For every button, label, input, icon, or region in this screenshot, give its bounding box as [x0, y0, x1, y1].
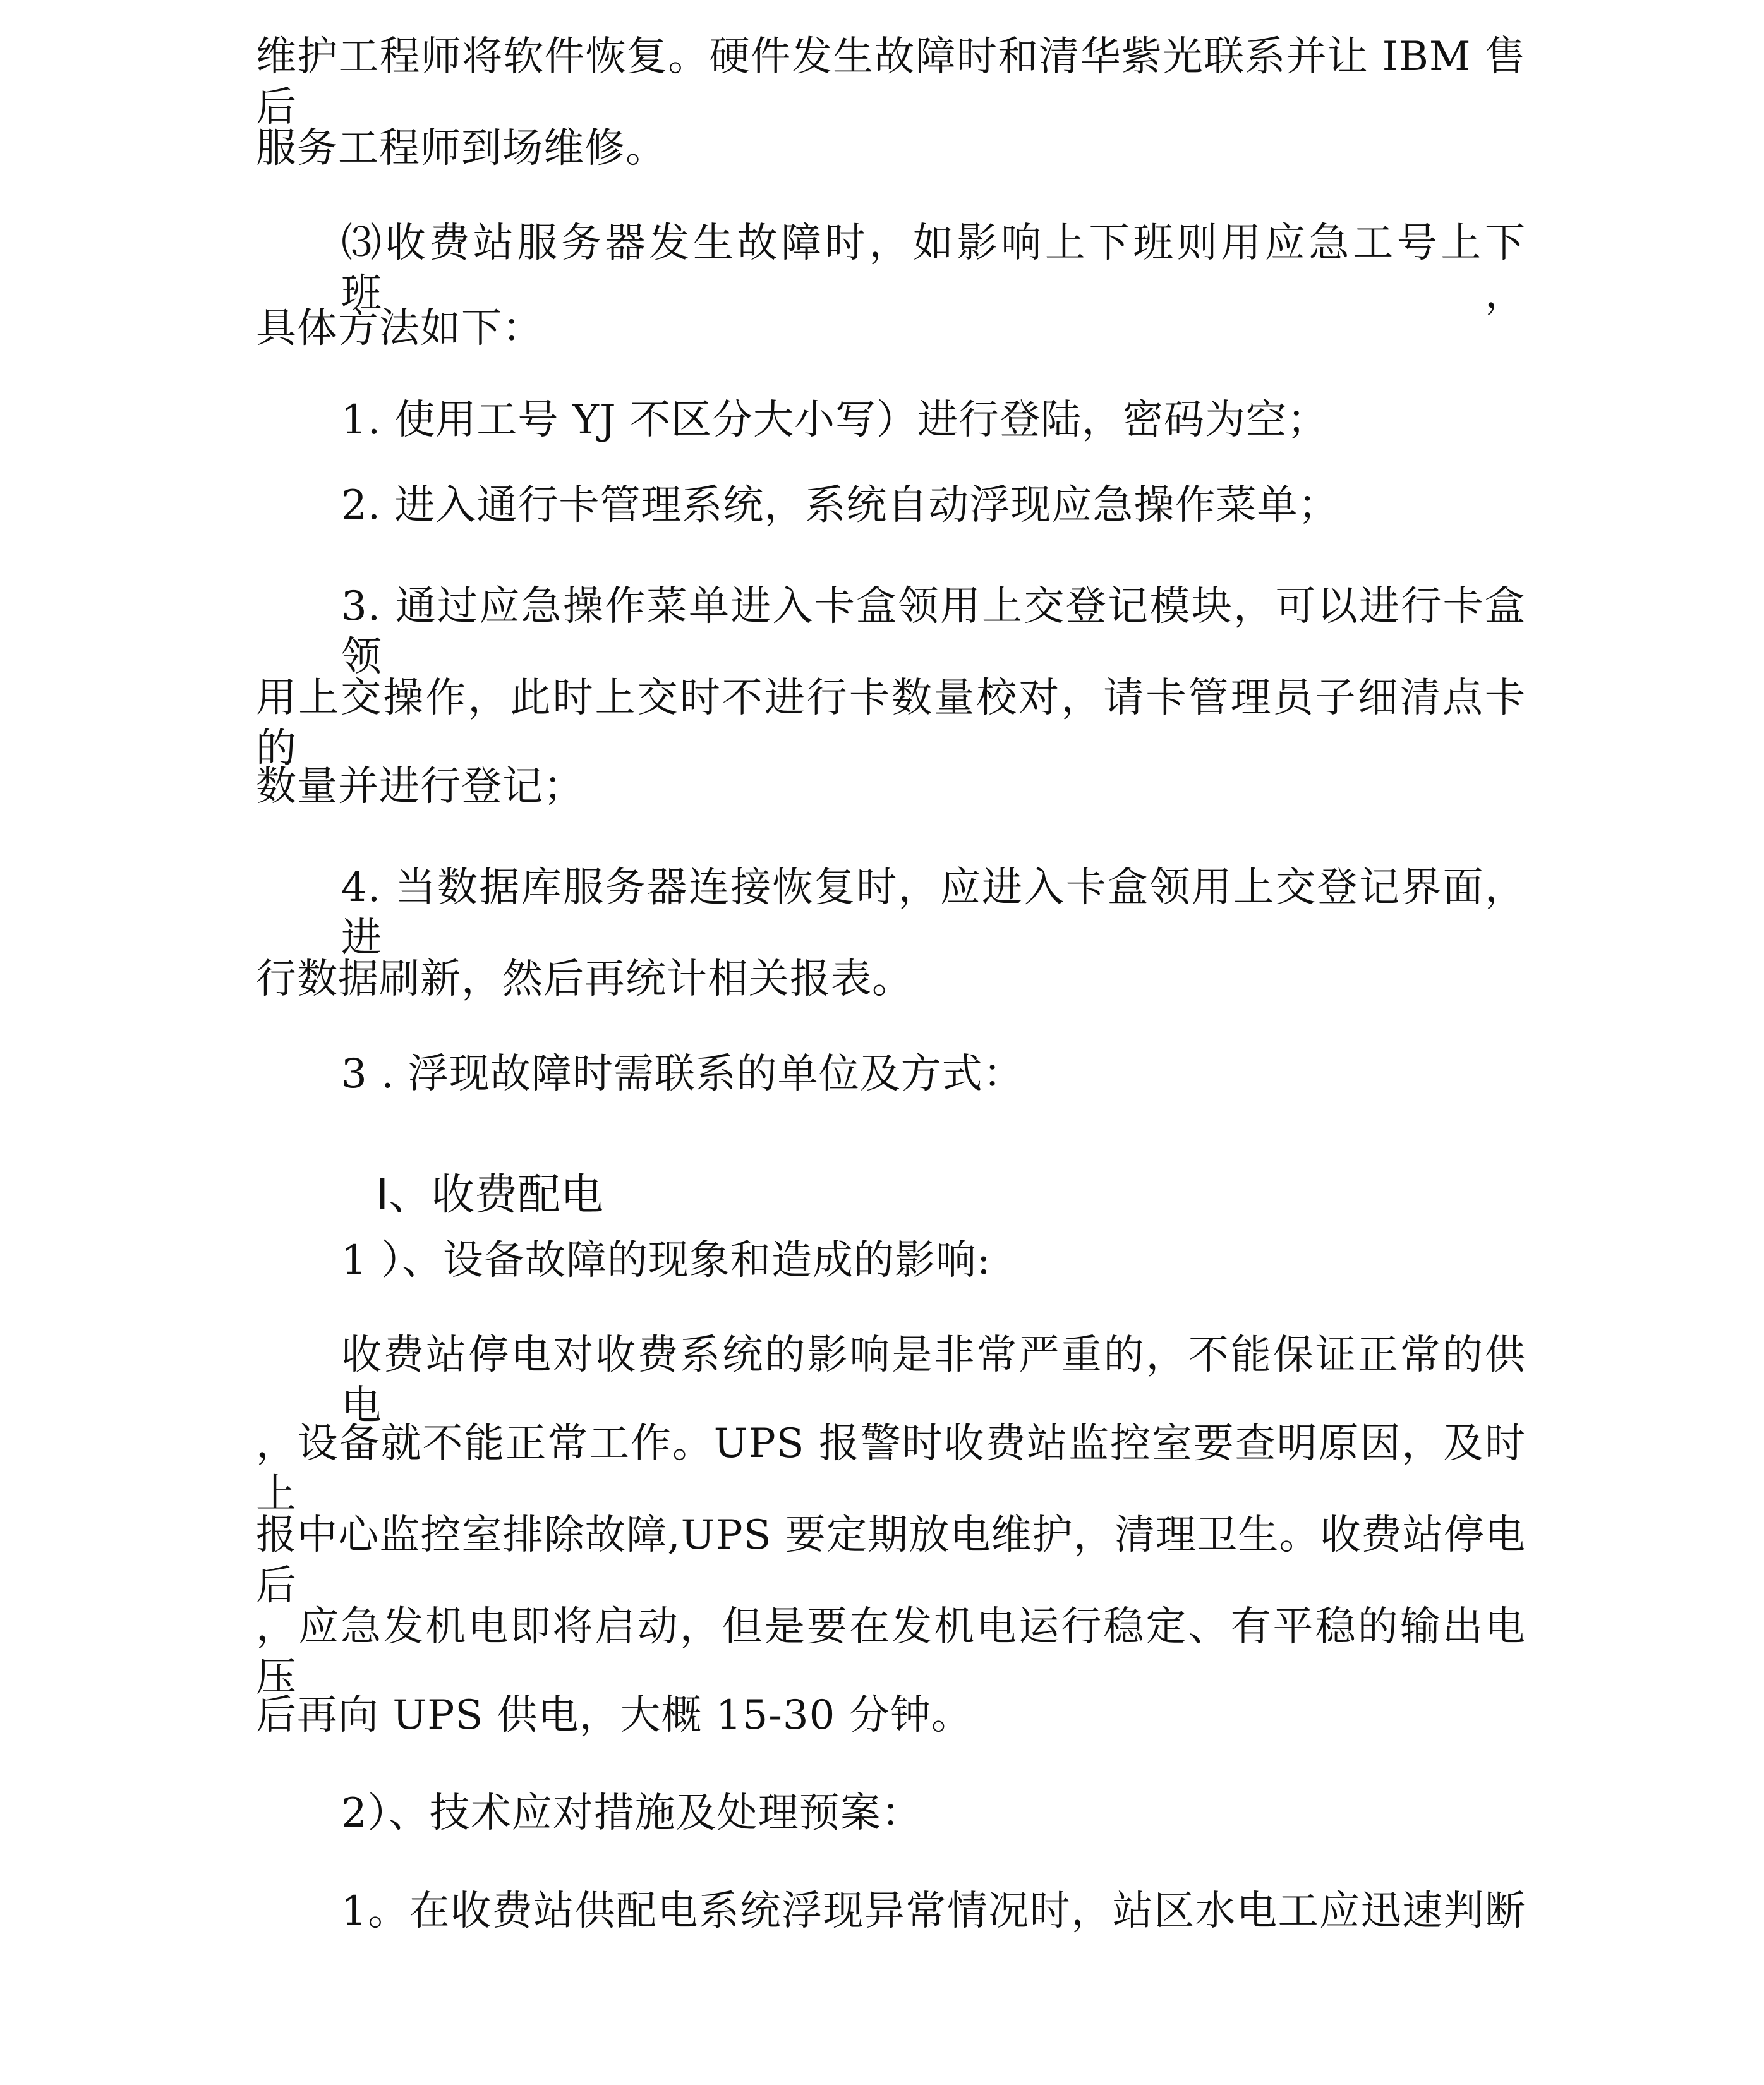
paragraph-line: 收费站停电对收费系统的影响是非常严重的，不能保证正常的供电	[341, 1332, 1526, 1429]
paragraph-line: 数量并进行登记；	[256, 763, 584, 810]
list-item: 4. 当数据库服务器连接恢复时，应进入卡盒领用上交登记界面，进	[341, 864, 1526, 962]
list-item: 1。在收费站供配电系统浮现异常情况时，站区水电工应迅速判断	[341, 1888, 1526, 1935]
paragraph-line: 报中心监控室排除故障,UPS 要定期放电维护，清理卫生。收费站停电后	[256, 1512, 1526, 1609]
paragraph-line: 行数据刷新，然后再统计相关报表。	[256, 956, 913, 1003]
paragraph-line: 用上交操作，此时上交时不进行卡数量校对，请卡管理员子细清点卡的	[256, 675, 1526, 772]
list-item: 1. 使用工号 YJ 不区分大小写）进行登陆，密码为空；	[341, 397, 1328, 444]
list-item: 2. 进入通行卡管理系统，系统自动浮现应急操作菜单；	[341, 482, 1339, 529]
paragraph-line: ⑶收费站服务器发生故障时，如影响上下班则用应急工号上下班，	[341, 220, 1526, 317]
paragraph-line: 后再向 UPS 供电，大概 15-30 分钟。	[256, 1692, 972, 1739]
paragraph-line: ，应急发机电即将启动，但是要在发机电运行稳定、有平稳的输出电压	[256, 1604, 1526, 1701]
paragraph-line: 具体方法如下：	[256, 305, 543, 352]
subsection-title: 2）、技术应对措施及处理预案：	[341, 1790, 922, 1837]
section-heading: Ⅰ、收费配电	[376, 1170, 604, 1220]
list-item: 3. 通过应急操作菜单进入卡盒领用上交登记模块，可以进行卡盒领	[341, 583, 1526, 680]
section-subtitle: 3 . 浮现故障时需联系的单位及方式：	[341, 1051, 1024, 1097]
paragraph-line: 服务工程师到场维修。	[256, 125, 667, 172]
paragraph-line: 维护工程师将软件恢复。硬件发生故障时和清华紫光联系并让 IBM 售后	[256, 33, 1526, 131]
subsection-title: 1 ）、设备故障的现象和造成的影响:	[341, 1237, 991, 1284]
paragraph-line: ，设备就不能正常工作。UPS 报警时收费站监控室要查明原因，及时上	[256, 1420, 1526, 1518]
